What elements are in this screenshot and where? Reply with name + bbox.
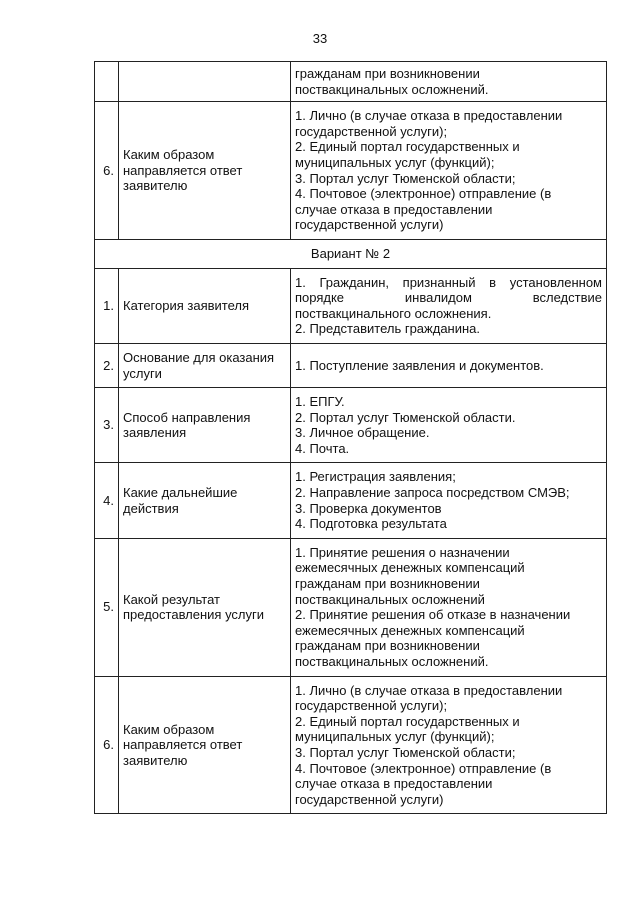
row-number-cell: 2. xyxy=(95,343,119,387)
row-value-cell xyxy=(291,676,607,814)
value-line: гражданам при возникновении xyxy=(295,576,480,592)
table-row-service-basis xyxy=(95,343,607,387)
row-number-cell: 6. xyxy=(95,102,119,240)
row-value-cell xyxy=(291,343,607,387)
row-value-cell xyxy=(291,463,607,538)
row-label-cell: Какой результат предоставления услуги xyxy=(119,538,291,676)
value-line: 1. Поступление заявления и документов. xyxy=(295,357,544,373)
value-line: поствакцинальных осложнений xyxy=(295,591,485,607)
page-number: 33 xyxy=(312,31,328,46)
table-row-further-actions xyxy=(95,463,607,538)
value-line: 2. Направление запроса посредством СМЭВ; xyxy=(295,485,570,501)
value-line: 2. Представитель гражданина. xyxy=(295,321,481,337)
value-line: 1. Гражданин, признанный в установленном порядке инвалидом вследствие поствакцинального осложнения. xyxy=(295,274,602,321)
table-row-response-method xyxy=(95,102,607,240)
row-value-cell xyxy=(291,268,607,343)
value-line: случае отказа в предоставлении xyxy=(295,776,493,792)
value-line: 1. ЕПГУ. xyxy=(295,394,345,410)
row-value-cell xyxy=(291,388,607,463)
row-label-cell: Какие дальнейшие действия xyxy=(119,463,291,538)
value-line: 3. Портал услуг Тюменской области; xyxy=(295,744,516,760)
value-line: гражданам при возникновении xyxy=(295,66,480,81)
table-row-response-method xyxy=(95,676,607,814)
row-number-cell: 4. xyxy=(95,463,119,538)
value-line: ежемесячных денежных компенсаций xyxy=(295,560,525,576)
value-line: ежемесячных денежных компенсаций xyxy=(295,622,525,638)
value-line: 3. Портал услуг Тюменской области; xyxy=(295,170,516,186)
value-line: 4. Почтовое (электронное) отправление (в xyxy=(295,760,552,776)
value-line: 2. Принятие решения об отказе в назначении xyxy=(295,607,571,623)
value-line: 2. Единый портал государственных и xyxy=(295,139,520,155)
value-line: 2. Портал услуг Тюменской области. xyxy=(295,409,516,425)
row-label-cell: Способ направления заявления xyxy=(119,388,291,463)
variant-heading-row xyxy=(95,239,607,268)
table-row-submission-method xyxy=(95,388,607,463)
value-line: 3. Проверка документов xyxy=(295,500,442,516)
value-line: муниципальных услуг (функций); xyxy=(295,729,495,745)
value-line: 1. Принятие решения о назначении xyxy=(295,544,510,560)
row-value-cell xyxy=(291,102,607,240)
row-label-cell: Каким образом направляется ответ заявителю xyxy=(119,102,291,240)
variant-heading: Вариант № 2 xyxy=(95,239,607,268)
row-value-cell xyxy=(291,62,607,102)
row-number-cell: 5. xyxy=(95,538,119,676)
value-line: государственной услуги); xyxy=(295,123,448,139)
row-label-cell xyxy=(119,62,291,102)
row-number-cell: 6. xyxy=(95,676,119,814)
value-line: поствакцинальных осложнений. xyxy=(295,654,489,669)
row-label-cell: Категория заявителя xyxy=(119,268,291,343)
value-line: гражданам при возникновении xyxy=(295,638,480,654)
value-line: государственной услуги) xyxy=(295,791,444,807)
value-line: 1. Лично (в случае отказа в предоставлении xyxy=(295,108,563,124)
table-row-applicant-category xyxy=(95,268,607,343)
value-line: 3. Личное обращение. xyxy=(295,425,430,441)
row-number-cell xyxy=(95,62,119,102)
value-line: 1. Лично (в случае отказа в предоставлении xyxy=(295,682,563,698)
value-line: случае отказа в предоставлении xyxy=(295,201,493,217)
value-line: 4. Подготовка результата xyxy=(295,516,447,532)
value-line: поствакцинальных осложнений. xyxy=(295,81,489,97)
row-label-cell: Основание для оказания услуги xyxy=(119,343,291,387)
table-row-continuation xyxy=(95,62,607,102)
value-line: государственной услуги); xyxy=(295,698,448,714)
row-label-cell: Каким образом направляется ответ заявителю xyxy=(119,676,291,814)
value-line: 4. Почта. xyxy=(295,440,350,456)
row-value-cell xyxy=(291,538,607,676)
value-line: 4. Почтовое (электронное) отправление (в xyxy=(295,186,552,202)
value-line: 2. Единый портал государственных и xyxy=(295,713,520,729)
table-row-service-result xyxy=(95,538,607,676)
value-line: 1. Регистрация заявления; xyxy=(295,469,456,485)
row-number-cell: 3. xyxy=(95,388,119,463)
row-number-cell: 1. xyxy=(95,268,119,343)
value-line: муниципальных услуг (функций); xyxy=(295,154,495,170)
value-line: государственной услуги) xyxy=(295,217,444,233)
service-table xyxy=(94,61,607,814)
